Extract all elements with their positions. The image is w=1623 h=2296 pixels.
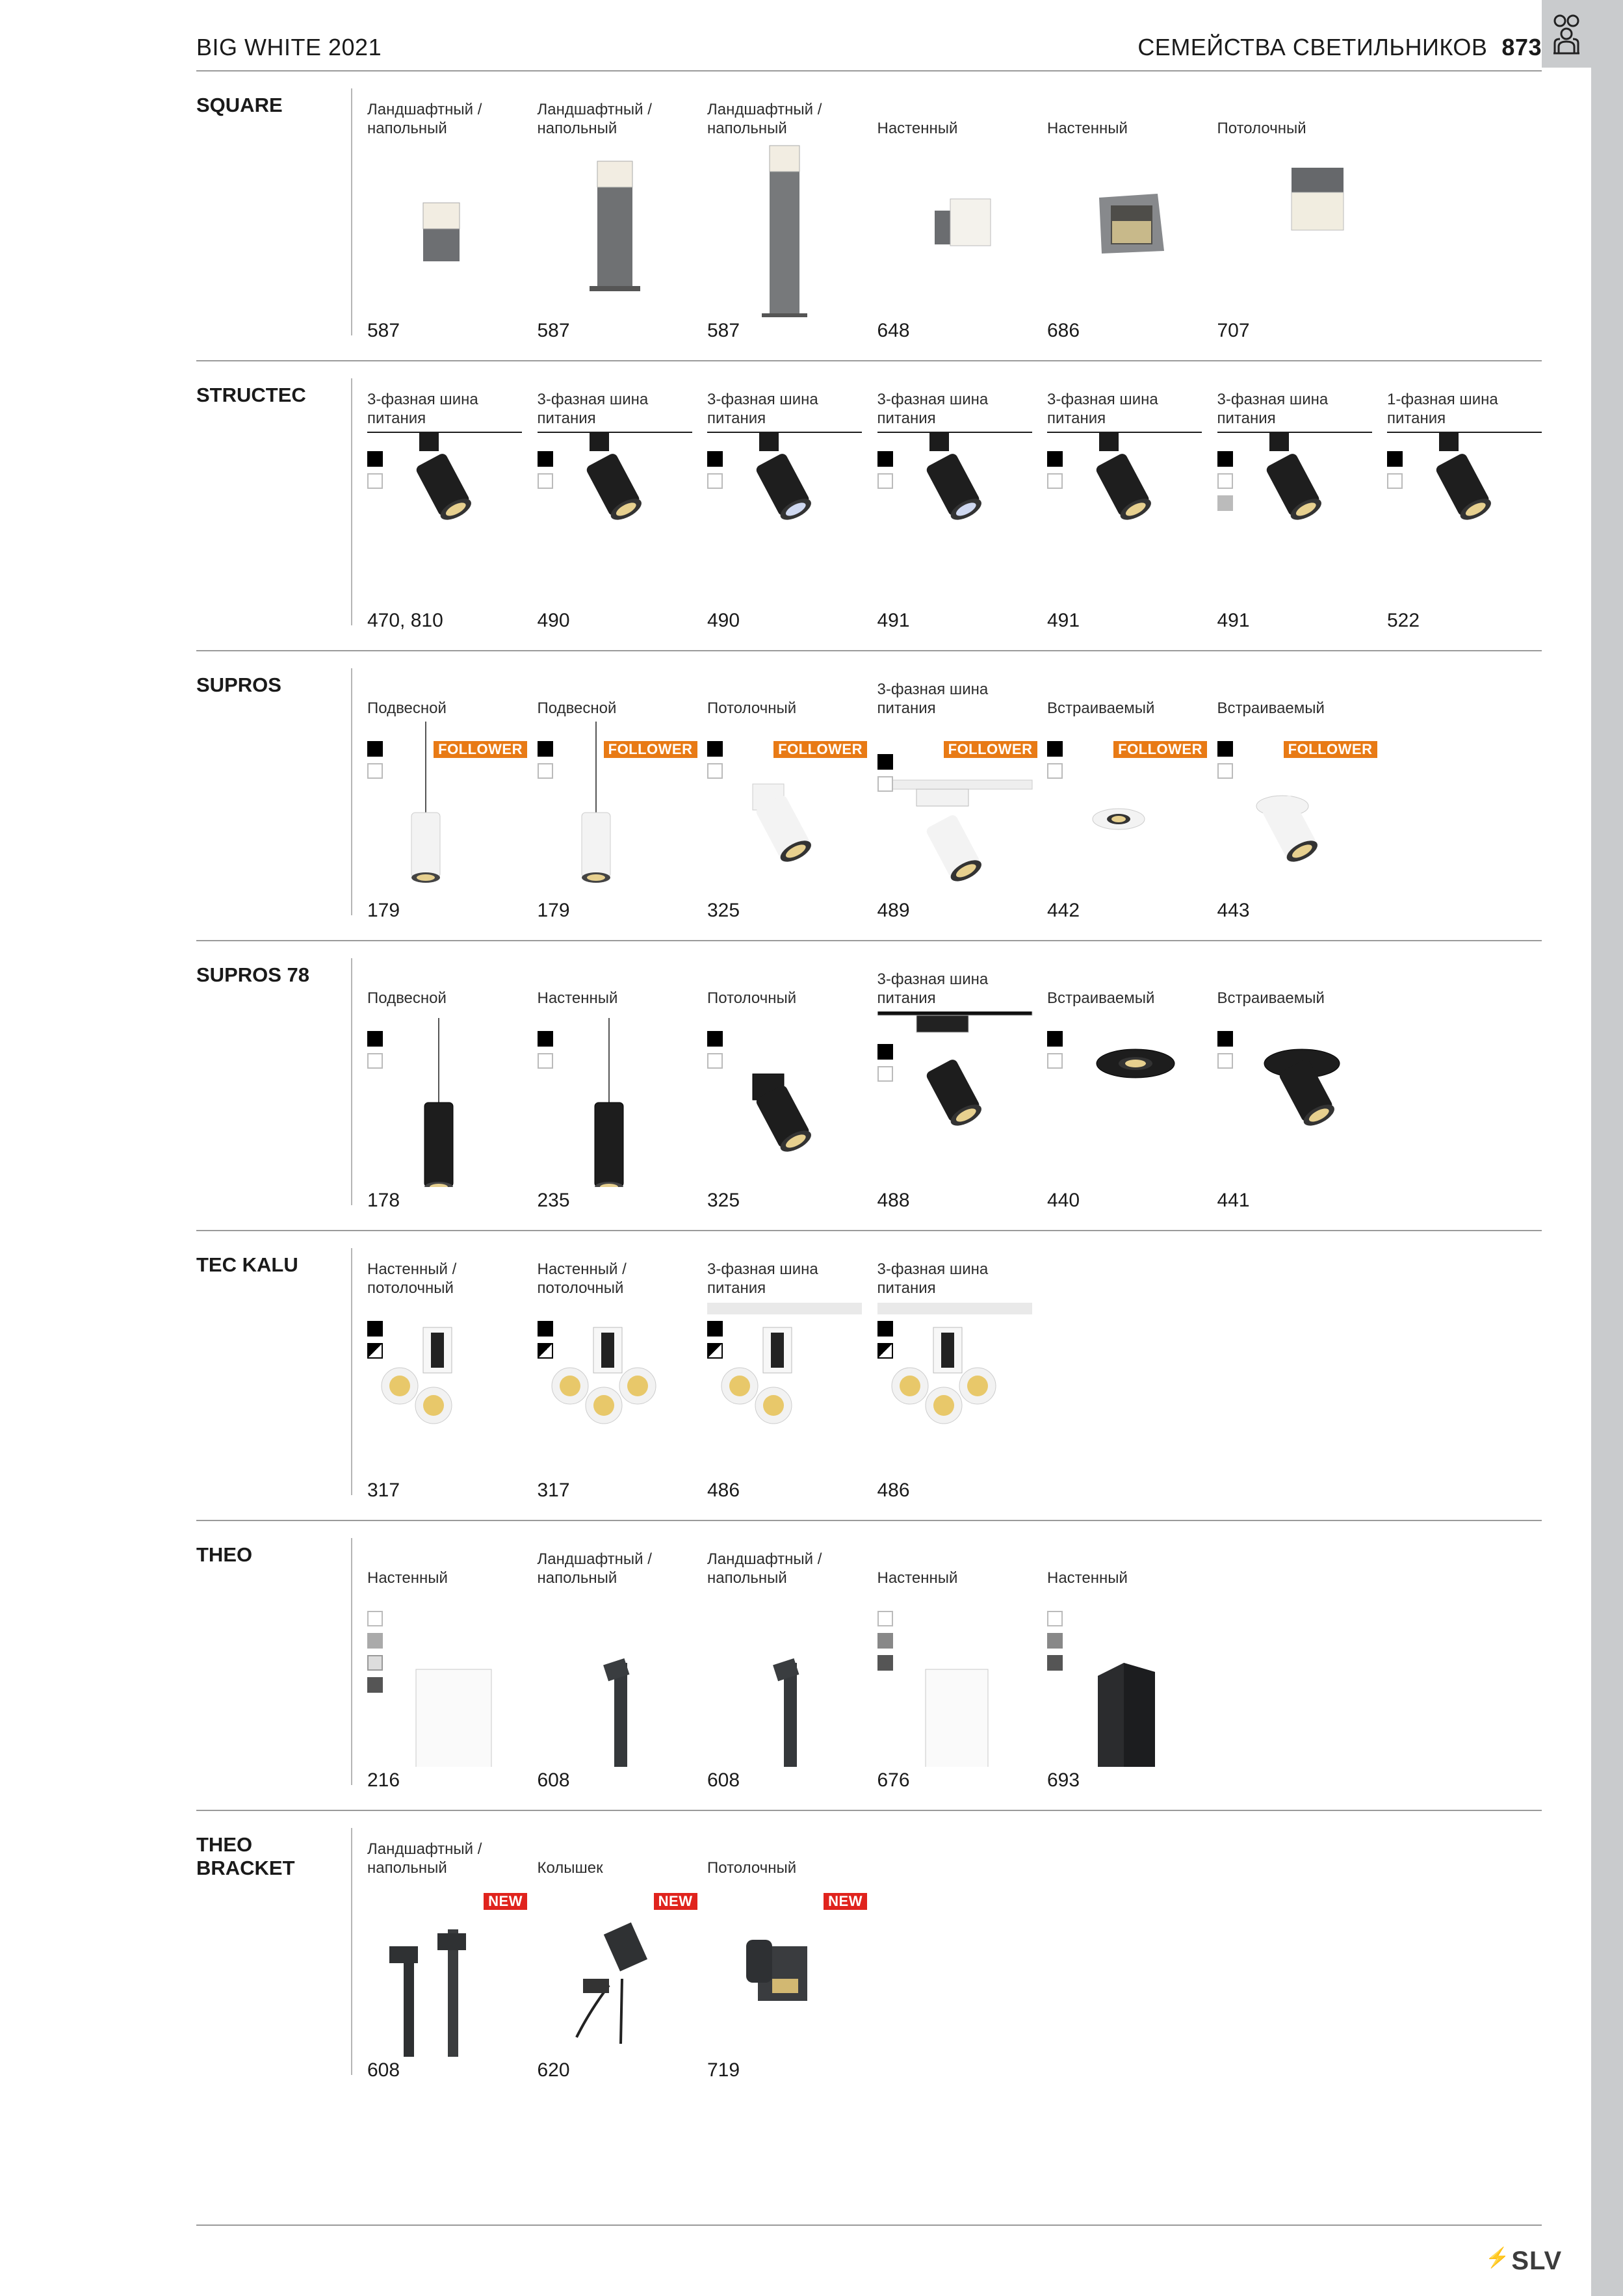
mount-type-label: Настенный xyxy=(367,1569,448,1587)
page-reference[interactable]: 488 xyxy=(877,1190,910,1211)
mount-type-label: Потолочный xyxy=(707,1859,797,1877)
color-swatch xyxy=(538,1031,553,1047)
color-swatch xyxy=(538,1321,553,1337)
page-reference[interactable]: 490 xyxy=(707,610,740,631)
mount-type-label: 3-фазная шина питания xyxy=(537,391,649,427)
color-swatch xyxy=(1047,1031,1063,1047)
mount-type xyxy=(1047,970,1207,1008)
column-divider xyxy=(351,1248,352,1495)
mount-type xyxy=(538,100,697,138)
product-image[interactable] xyxy=(538,1591,697,1767)
product-item[interactable] xyxy=(1047,1520,1207,1810)
mount-type-label: 3-фазная шина питания xyxy=(877,391,989,427)
mount-type xyxy=(1217,680,1377,718)
family-name: SUPROS 78 xyxy=(196,963,310,986)
color-swatch xyxy=(707,1053,723,1069)
mount-type xyxy=(538,970,697,1008)
product-item[interactable] xyxy=(877,650,1037,940)
page-reference[interactable]: 486 xyxy=(707,1480,740,1501)
column-divider xyxy=(351,1828,352,2075)
product-image[interactable] xyxy=(877,432,1037,607)
mount-type xyxy=(877,1550,1037,1587)
page-reference[interactable]: 442 xyxy=(1047,900,1080,921)
product-item[interactable] xyxy=(538,1230,697,1520)
mount-type xyxy=(538,680,697,718)
product-item[interactable] xyxy=(367,650,527,940)
mount-type-label: Ландшафтный / напольный xyxy=(537,1550,652,1587)
product-item[interactable] xyxy=(538,70,697,360)
product-item[interactable] xyxy=(1047,940,1207,1230)
brand-name: SLV xyxy=(1511,2247,1563,2275)
color-swatch xyxy=(707,1343,723,1359)
product-item[interactable] xyxy=(707,1230,867,1520)
page-reference[interactable]: 491 xyxy=(877,610,910,631)
page-reference[interactable]: 179 xyxy=(367,900,400,921)
mount-type xyxy=(707,1550,867,1587)
color-swatch xyxy=(1047,741,1063,757)
mount-type-label: 3-фазная шина питания xyxy=(877,1260,989,1297)
page-reference[interactable]: 693 xyxy=(1047,1769,1080,1791)
page-reference[interactable]: 317 xyxy=(367,1480,400,1501)
color-swatch xyxy=(707,473,723,489)
color-swatch xyxy=(877,1321,893,1337)
mount-type xyxy=(367,1550,527,1587)
spark-icon: ⚡ xyxy=(1485,2247,1511,2269)
color-swatch xyxy=(1217,451,1233,467)
product-image[interactable] xyxy=(367,1591,527,1767)
product-image[interactable] xyxy=(877,1011,1037,1187)
page-reference[interactable]: 587 xyxy=(367,320,400,341)
product-item[interactable] xyxy=(538,940,697,1230)
page-header xyxy=(196,0,1542,72)
follower-badge: FOLLOWER xyxy=(773,741,867,758)
product-image[interactable] xyxy=(538,1301,697,1477)
color-swatch xyxy=(367,763,383,779)
product-image[interactable] xyxy=(1217,1011,1377,1187)
product-image[interactable] xyxy=(538,1011,697,1187)
color-swatch xyxy=(367,741,383,757)
mount-type xyxy=(538,1260,697,1298)
product-image[interactable] xyxy=(707,1591,867,1767)
column-divider xyxy=(351,88,352,335)
new-badge: NEW xyxy=(824,1893,867,1910)
page-reference[interactable]: 608 xyxy=(367,2059,400,2081)
color-swatch xyxy=(1047,451,1063,467)
mount-type xyxy=(1217,100,1377,138)
column-divider xyxy=(351,668,352,915)
page-reference[interactable]: 325 xyxy=(707,900,740,921)
page-reference[interactable]: 587 xyxy=(707,320,740,341)
color-swatch xyxy=(707,1031,723,1047)
mount-type xyxy=(707,680,867,718)
mount-type-label: Подвесной xyxy=(367,699,447,717)
family-section xyxy=(196,1520,1542,1811)
mount-type-label: 3-фазная шина питания xyxy=(1047,391,1158,427)
mount-type-label: Настенный xyxy=(877,1569,958,1587)
mount-type xyxy=(367,680,527,718)
footer-divider xyxy=(196,2224,1542,2226)
mount-type-label: Настенный xyxy=(537,989,618,1007)
mount-type-label: 3-фазная шина питания xyxy=(877,681,989,717)
mount-type xyxy=(1047,680,1207,718)
page-reference[interactable]: 440 xyxy=(1047,1190,1080,1211)
color-swatch xyxy=(877,776,893,792)
mount-type-label: 3-фазная шина питания xyxy=(1217,391,1329,427)
mount-type-label: 1-фазная шина питания xyxy=(1387,391,1498,427)
section-heading: СЕМЕЙСТВА СВЕТИЛЬНИКОВ xyxy=(1137,34,1488,60)
page-reference[interactable]: 620 xyxy=(537,2059,570,2081)
family-section xyxy=(196,650,1542,941)
color-swatch xyxy=(367,1321,383,1337)
mount-type-label: Колышек xyxy=(537,1859,603,1877)
page-reference[interactable]: 441 xyxy=(1217,1190,1250,1211)
color-swatch xyxy=(877,473,893,489)
color-swatch xyxy=(538,763,553,779)
product-item[interactable] xyxy=(707,70,867,360)
product-item[interactable] xyxy=(1217,70,1377,360)
family-name: SQUARE xyxy=(196,94,283,116)
family-section xyxy=(196,940,1542,1231)
page-reference[interactable]: 325 xyxy=(707,1190,740,1211)
mount-type xyxy=(1047,390,1207,428)
color-swatch xyxy=(1047,1633,1063,1649)
page-reference[interactable]: 216 xyxy=(367,1769,400,1791)
product-item[interactable] xyxy=(538,1810,697,2100)
page-reference[interactable]: 587 xyxy=(537,320,570,341)
mount-type-label: 3-фазная шина питания xyxy=(367,391,478,427)
color-swatch xyxy=(1047,1053,1063,1069)
mount-type-label: Встраиваемый xyxy=(1217,699,1325,717)
color-swatch xyxy=(877,451,893,467)
color-swatch xyxy=(877,754,893,770)
follower-badge: FOLLOWER xyxy=(944,741,1037,758)
product-image[interactable] xyxy=(1047,432,1207,607)
color-swatch xyxy=(367,1677,383,1693)
mount-type-label: Ландшафтный / напольный xyxy=(537,101,652,137)
mount-type-label: Настенный xyxy=(1047,1569,1128,1587)
color-swatch xyxy=(877,1633,893,1649)
color-swatch xyxy=(538,451,553,467)
section-title xyxy=(1137,34,1542,61)
product-item[interactable] xyxy=(367,1810,527,2100)
product-image[interactable] xyxy=(367,1301,527,1477)
mount-type-label: Встраиваемый xyxy=(1217,989,1325,1007)
product-item[interactable] xyxy=(367,940,527,1230)
page-reference[interactable]: 489 xyxy=(877,900,910,921)
product-item[interactable] xyxy=(877,1520,1037,1810)
family-section xyxy=(196,1810,1542,2100)
column-divider xyxy=(351,958,352,1205)
mount-type xyxy=(707,1260,867,1298)
product-item[interactable] xyxy=(707,1810,867,2100)
mount-type-label: 3-фазная шина питания xyxy=(707,391,818,427)
mount-type xyxy=(538,1840,697,1877)
mount-type xyxy=(538,1550,697,1587)
product-image[interactable] xyxy=(1217,432,1377,607)
color-swatch xyxy=(1047,473,1063,489)
page-reference[interactable]: 719 xyxy=(707,2059,740,2081)
page-reference[interactable]: 470, 810 xyxy=(367,610,443,631)
page-reference[interactable]: 486 xyxy=(877,1480,910,1501)
mount-type-label: Ландшафтный / напольный xyxy=(707,101,822,137)
mount-type-label: Настенный / потолочный xyxy=(367,1260,457,1297)
product-item[interactable] xyxy=(1047,70,1207,360)
mount-type-label: Потолочный xyxy=(1217,120,1306,137)
product-image[interactable] xyxy=(707,432,867,607)
product-item[interactable] xyxy=(367,70,527,360)
mount-type xyxy=(707,100,867,138)
family-icon xyxy=(1551,14,1582,55)
mount-type-label: Настенный xyxy=(877,120,958,137)
color-swatch xyxy=(538,473,553,489)
product-image[interactable] xyxy=(367,1011,527,1187)
family-name: SUPROS xyxy=(196,673,281,696)
product-item[interactable] xyxy=(538,360,697,650)
color-swatch xyxy=(367,1343,383,1359)
page-reference[interactable]: 491 xyxy=(1217,610,1250,631)
mount-type xyxy=(538,390,697,428)
new-badge: NEW xyxy=(484,1893,527,1910)
page-number: 873 xyxy=(1501,34,1542,60)
column-divider xyxy=(351,378,352,625)
mount-type xyxy=(877,970,1037,1008)
mount-type xyxy=(707,390,867,428)
mount-type-label: Настенный / потолочный xyxy=(537,1260,627,1297)
mount-type-label: Потолочный xyxy=(707,989,797,1007)
color-swatch xyxy=(1387,451,1403,467)
color-swatch xyxy=(1217,1031,1233,1047)
family-name: TEC KALU xyxy=(196,1253,298,1276)
product-image[interactable] xyxy=(1047,142,1207,317)
color-swatch xyxy=(367,473,383,489)
mount-type xyxy=(707,970,867,1008)
mount-type xyxy=(1217,970,1377,1008)
catalog-title: BIG WHITE 2021 xyxy=(196,34,382,60)
color-swatch xyxy=(877,1066,893,1082)
product-item[interactable] xyxy=(367,1520,527,1810)
color-swatch xyxy=(707,763,723,779)
color-swatch xyxy=(538,1343,553,1359)
color-swatch xyxy=(367,1053,383,1069)
color-swatch xyxy=(1217,763,1233,779)
color-swatch xyxy=(538,741,553,757)
color-swatch xyxy=(707,741,723,757)
family-section xyxy=(196,1230,1542,1521)
mount-type-label: 3-фазная шина питания xyxy=(877,971,989,1007)
product-image[interactable] xyxy=(877,142,1037,317)
color-swatch xyxy=(1217,1053,1233,1069)
color-swatch xyxy=(877,1655,893,1671)
page-reference[interactable]: 522 xyxy=(1387,610,1420,631)
product-image[interactable] xyxy=(367,142,527,317)
mount-type xyxy=(707,1840,867,1877)
product-image[interactable] xyxy=(707,142,867,317)
page-reference[interactable]: 179 xyxy=(537,900,570,921)
mount-type xyxy=(367,970,527,1008)
page-reference[interactable]: 490 xyxy=(537,610,570,631)
family-name: THEO BRACKET xyxy=(196,1833,295,1879)
page-reference[interactable]: 443 xyxy=(1217,900,1250,921)
product-image[interactable] xyxy=(1047,1011,1207,1187)
product-image[interactable] xyxy=(707,1301,867,1477)
product-item[interactable] xyxy=(707,1520,867,1810)
mount-type-label: Ландшафтный / напольный xyxy=(367,1840,482,1877)
mount-type xyxy=(367,390,527,428)
product-image[interactable] xyxy=(877,1591,1037,1767)
family-name: THEO xyxy=(196,1543,253,1566)
product-image[interactable] xyxy=(367,432,527,607)
color-swatch xyxy=(367,1633,383,1649)
color-swatch xyxy=(707,451,723,467)
product-image[interactable] xyxy=(538,142,697,317)
family-name: STRUCTEC xyxy=(196,384,306,406)
color-swatch xyxy=(367,1611,383,1626)
mount-type xyxy=(877,680,1037,718)
product-image[interactable] xyxy=(1217,142,1377,317)
product-item[interactable] xyxy=(1217,650,1377,940)
product-item[interactable] xyxy=(707,940,867,1230)
follower-badge: FOLLOWER xyxy=(1284,741,1377,758)
page-reference[interactable]: 608 xyxy=(537,1769,570,1791)
product-image[interactable] xyxy=(538,432,697,607)
product-item[interactable] xyxy=(877,360,1037,650)
color-swatch xyxy=(367,1031,383,1047)
mount-type xyxy=(1047,1550,1207,1587)
section-tab[interactable] xyxy=(1542,0,1591,68)
mount-type xyxy=(1047,100,1207,138)
product-item[interactable] xyxy=(1047,360,1207,650)
product-item[interactable] xyxy=(1387,360,1547,650)
product-item[interactable] xyxy=(1217,940,1377,1230)
product-item[interactable] xyxy=(1047,650,1207,940)
page-reference[interactable]: 317 xyxy=(537,1480,570,1501)
mount-type-label: Подвесной xyxy=(537,699,617,717)
mount-type xyxy=(367,1260,527,1298)
product-item[interactable] xyxy=(367,1230,527,1520)
mount-type-label: Ландшафтный / напольный xyxy=(367,101,482,137)
product-item[interactable] xyxy=(707,650,867,940)
color-swatch xyxy=(367,1655,383,1671)
follower-badge: FOLLOWER xyxy=(434,741,527,758)
color-swatch xyxy=(1047,1655,1063,1671)
mount-type xyxy=(877,1260,1037,1298)
product-item[interactable] xyxy=(877,1230,1037,1520)
mount-type-label: Подвесной xyxy=(367,989,447,1007)
color-swatch xyxy=(1217,741,1233,757)
product-item[interactable] xyxy=(1217,360,1377,650)
follower-badge: FOLLOWER xyxy=(1113,741,1207,758)
family-section xyxy=(196,70,1542,361)
mount-type-label: Ландшафтный / напольный xyxy=(707,1550,822,1587)
mount-type xyxy=(1217,390,1377,428)
mount-type-label: Потолочный xyxy=(707,699,797,717)
page-reference[interactable]: 686 xyxy=(1047,320,1080,341)
color-swatch xyxy=(877,1044,893,1060)
page-reference[interactable]: 178 xyxy=(367,1190,400,1211)
page-reference[interactable]: 676 xyxy=(877,1769,910,1791)
brand-logo xyxy=(1485,2247,1562,2276)
product-item[interactable] xyxy=(877,940,1037,1230)
product-item[interactable] xyxy=(707,360,867,650)
product-image[interactable] xyxy=(877,1301,1037,1477)
color-swatch xyxy=(1217,495,1233,511)
family-section xyxy=(196,360,1542,651)
color-swatch xyxy=(1217,473,1233,489)
mount-type xyxy=(1387,390,1547,428)
color-swatch xyxy=(1047,763,1063,779)
color-swatch xyxy=(1047,1611,1063,1626)
color-swatch xyxy=(877,1611,893,1626)
product-item[interactable] xyxy=(877,70,1037,360)
page-reference[interactable]: 608 xyxy=(707,1769,740,1791)
mount-type xyxy=(367,100,527,138)
mount-type-label: 3-фазная шина питания xyxy=(707,1260,818,1297)
page-reference[interactable]: 235 xyxy=(537,1190,570,1211)
product-item[interactable] xyxy=(367,360,527,650)
mount-type-label: Встраиваемый xyxy=(1047,699,1155,717)
color-swatch xyxy=(538,1053,553,1069)
follower-badge: FOLLOWER xyxy=(604,741,697,758)
color-swatch xyxy=(707,1321,723,1337)
column-divider xyxy=(351,1538,352,1785)
product-image[interactable] xyxy=(707,1011,867,1187)
page-reference[interactable]: 648 xyxy=(877,320,910,341)
new-badge: NEW xyxy=(654,1893,697,1910)
page-reference[interactable]: 491 xyxy=(1047,610,1080,631)
mount-type-label: Настенный xyxy=(1047,120,1128,137)
sidebar-strip xyxy=(1591,0,1623,2296)
color-swatch xyxy=(877,1343,893,1359)
color-swatch xyxy=(367,451,383,467)
product-item[interactable] xyxy=(538,650,697,940)
product-image[interactable] xyxy=(1387,432,1547,607)
product-item[interactable] xyxy=(538,1520,697,1810)
mount-type xyxy=(877,390,1037,428)
product-image[interactable] xyxy=(1047,1591,1207,1767)
color-swatch xyxy=(1387,473,1403,489)
mount-type-label: Встраиваемый xyxy=(1047,989,1155,1007)
mount-type xyxy=(367,1840,527,1877)
page-reference[interactable]: 707 xyxy=(1217,320,1250,341)
mount-type xyxy=(877,100,1037,138)
